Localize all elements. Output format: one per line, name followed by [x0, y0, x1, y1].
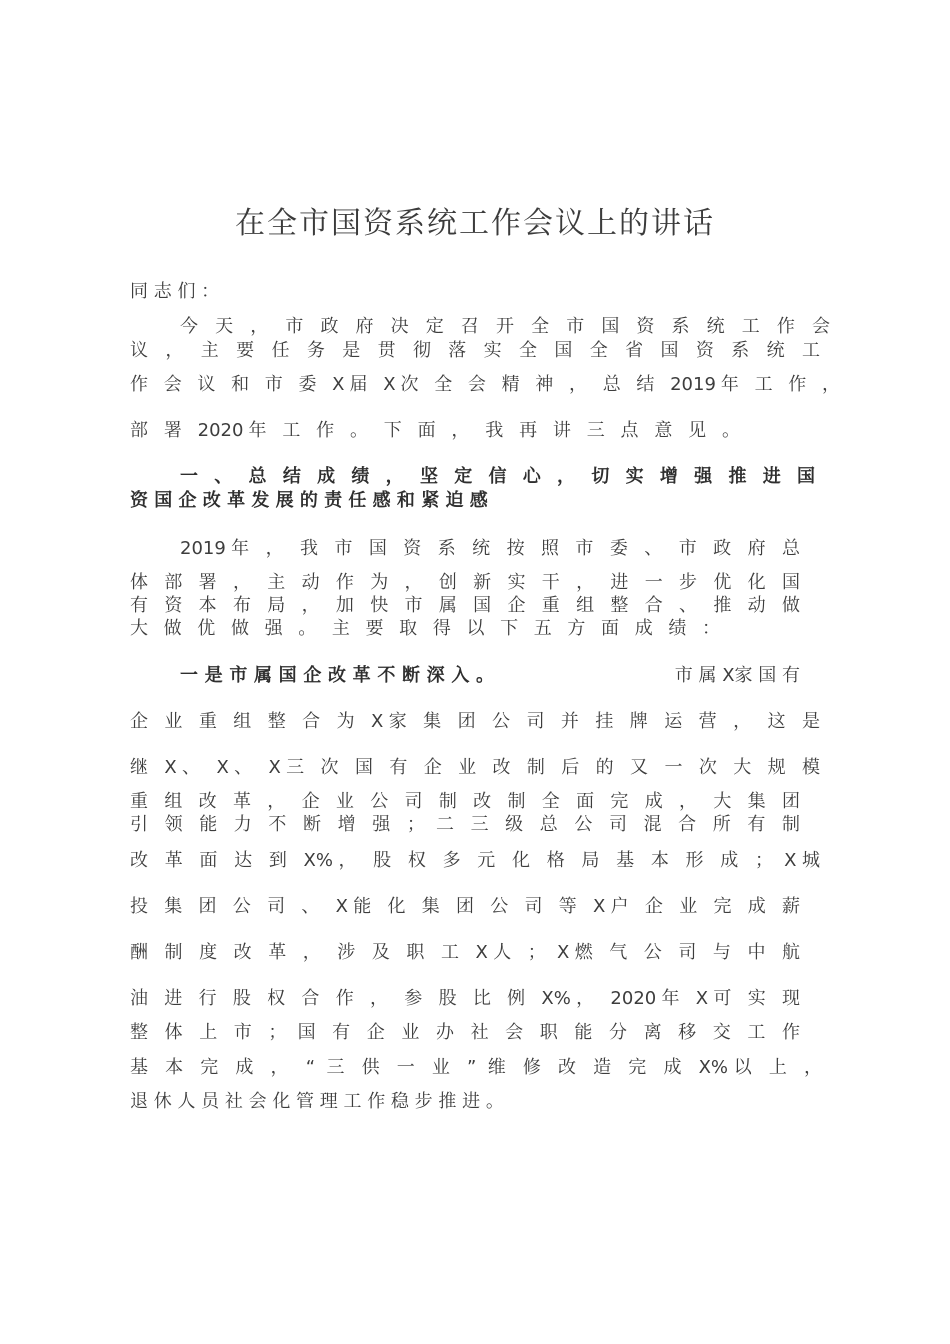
point1-line-8: 酬 制 度 改 革 ， 涉 及 职 工 X人 ； X燃 气 公 司 与 中 航	[130, 942, 800, 963]
intro-line-2: 议 ， 主 要 任 务 是 贯 彻 落 实 全 国 全 省 国 资 系 统 工	[130, 340, 820, 361]
point1-line-4: 重 组 改 革 ， 企 业 公 司 制 改 制 全 面 完 成 ， 大 集 团	[130, 791, 800, 812]
point1-first-rest: 市 属 X家 国 有	[674, 665, 800, 686]
point1-line-9: 油 进 行 股 权 合 作 ， 参 股 比 例 X%， 2020年 X可 实 现	[130, 988, 800, 1009]
point1-line-7: 投 集 团 公 司 、 X能 化 集 团 公 司 等 X户 企 业 完 成 薪	[130, 896, 800, 917]
page-title: 在全市国资系统工作会议上的讲话	[235, 206, 715, 241]
point1-line-10: 整 体 上 市 ； 国 有 企 业 办 社 会 职 能 分 离 移 交 工 作	[130, 1022, 800, 1043]
point1-lead: 一 是 市 属 国 企 改 革 不 断 深 入 。	[180, 665, 495, 686]
point1-line-11: 基 本 完 成 ， “ 三 供 一 业 ” 维 修 改 造 完 成 X%以 上 ，	[130, 1057, 822, 1078]
point1-line-12: 退 休 人 员 社 会 化 管 理 工 作 稳 步 推 进 。	[130, 1091, 504, 1112]
point1-line-6: 改 革 面 达 到 X%， 股 权 多 元 化 格 局 基 本 形 成 ； X城	[130, 850, 820, 871]
section-para-line-1: 2019年 ， 我 市 国 资 系 统 按 照 市 委 、 市 政 府 总	[180, 538, 800, 559]
section-heading-line-2: 资 国 企 改 革 发 展 的 责 任 感 和 紧 迫 感	[130, 490, 488, 511]
section-heading-line-1: 一 、 总 结 成 绩 ， 坚 定 信 心 ， 切 实 增 强 推 进 国	[180, 466, 815, 487]
section-para-line-2: 体 部 署 ， 主 动 作 为 ， 创 新 实 干 ， 进 一 步 优 化 国	[130, 572, 800, 593]
point1-first-line	[180, 664, 800, 688]
intro-line-4: 部 署 2020年 工 作 。 下 面 ， 我 再 讲 三 点 意 见 。	[130, 420, 740, 441]
intro-line-3: 作 会 议 和 市 委 X届 X次 全 会 精 神 ， 总 结 2019年 工 作 ，	[130, 374, 840, 395]
section-para-line-3: 有 资 本 布 局 ， 加 快 市 属 国 企 重 组 整 合 、 推 动 做	[130, 595, 800, 616]
point1-line-2: 企 业 重 组 整 合 为 X家 集 团 公 司 并 挂 牌 运 营 ， 这 是	[130, 711, 820, 732]
salutation: 同 志 们 ：	[130, 281, 220, 302]
point1-line-3: 继 X、 X、 X三 次 国 有 企 业 改 制 后 的 又 一 次 大 规 模	[130, 757, 820, 778]
intro-line-1: 今 天 ， 市 政 府 决 定 召 开 全 市 国 资 系 统 工 作 会	[180, 316, 830, 337]
point1-line-5: 引 领 能 力 不 断 增 强 ； 二 三 级 总 公 司 混 合 所 有 制	[130, 814, 800, 835]
section-para-line-4: 大 做 优 做 强 。 主 要 取 得 以 下 五 方 面 成 绩 ：	[130, 618, 720, 639]
